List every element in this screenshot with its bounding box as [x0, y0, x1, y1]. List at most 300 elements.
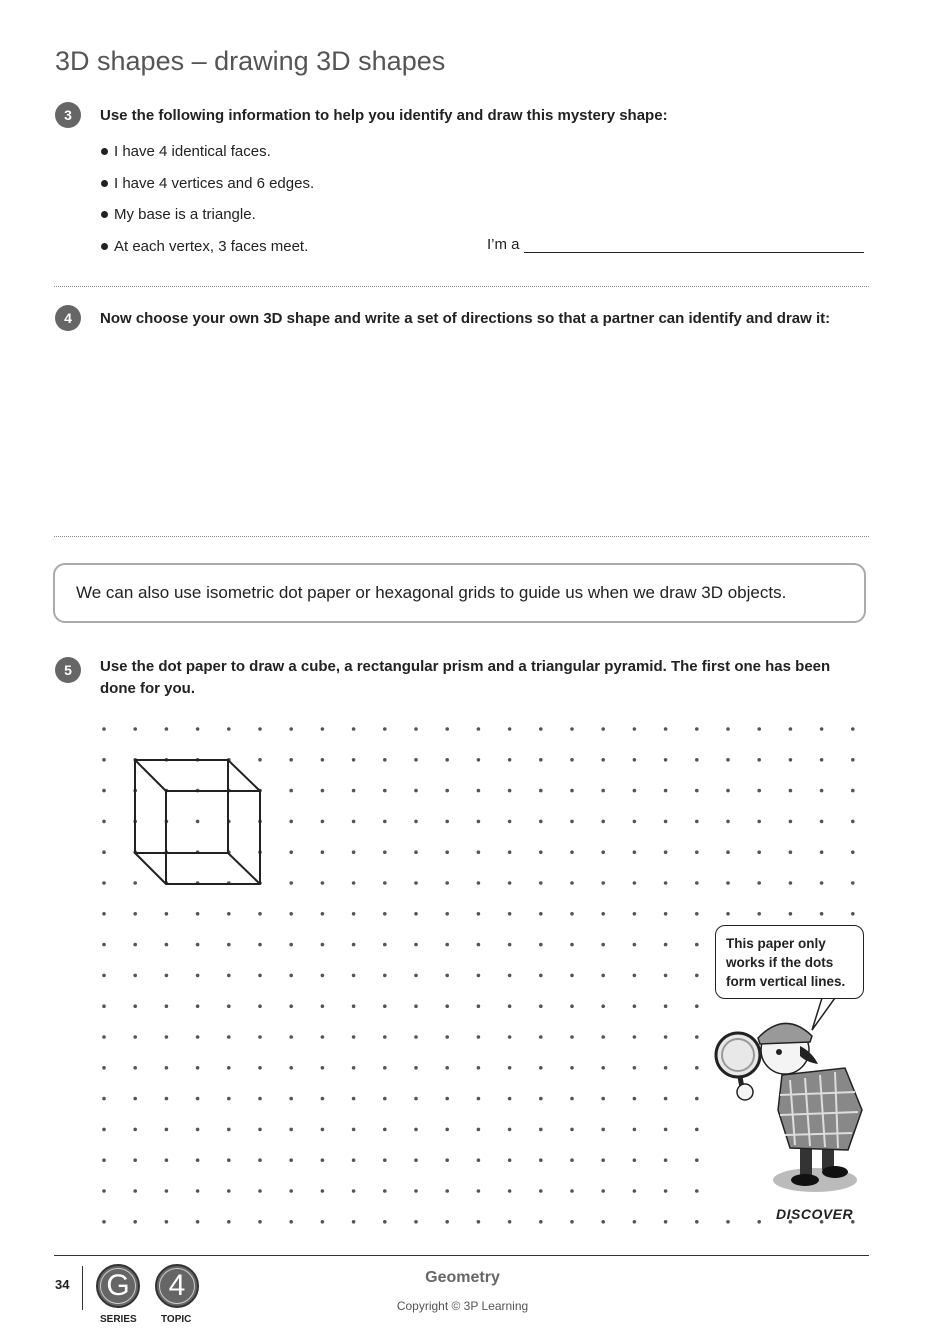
grid-dot	[477, 1097, 481, 1101]
grid-dot	[570, 1189, 574, 1193]
grid-dot	[414, 758, 418, 762]
grid-dot	[508, 912, 512, 916]
grid-dot	[633, 1158, 637, 1162]
grid-dot	[633, 1128, 637, 1132]
grid-dot	[570, 1097, 574, 1101]
grid-dot	[383, 1220, 387, 1224]
grid-dot	[383, 881, 387, 885]
grid-dot	[445, 912, 449, 916]
grid-dot	[820, 820, 824, 824]
grid-dot	[726, 820, 730, 824]
grid-dot	[196, 1035, 200, 1039]
grid-dot	[601, 1004, 605, 1008]
grid-dot	[664, 820, 668, 824]
grid-dot	[508, 758, 512, 762]
grid-dot	[352, 974, 356, 978]
grid-dot	[539, 912, 543, 916]
grid-dot	[352, 789, 356, 793]
grid-dot	[445, 1220, 449, 1224]
grid-dot	[102, 1128, 106, 1132]
grid-dot	[695, 1066, 699, 1070]
grid-dot	[633, 912, 637, 916]
grid-dot	[664, 850, 668, 854]
grid-dot	[477, 1189, 481, 1193]
grid-dot	[289, 1097, 293, 1101]
grid-dot	[601, 881, 605, 885]
grid-dot	[508, 789, 512, 793]
grid-dot	[695, 1035, 699, 1039]
grid-dot	[102, 727, 106, 731]
grid-dot	[508, 974, 512, 978]
grid-dot	[695, 820, 699, 824]
grid-dot	[757, 912, 761, 916]
grid-dot	[695, 912, 699, 916]
grid-dot	[633, 820, 637, 824]
grid-dot	[539, 1220, 543, 1224]
grid-dot	[539, 1189, 543, 1193]
grid-dot	[601, 912, 605, 916]
grid-dot	[633, 1066, 637, 1070]
grid-dot	[352, 850, 356, 854]
grid-dot	[539, 1035, 543, 1039]
grid-dot	[445, 1158, 449, 1162]
grid-dot	[445, 1128, 449, 1132]
grid-dot	[133, 1066, 137, 1070]
grid-dot	[508, 1004, 512, 1008]
grid-dot	[445, 758, 449, 762]
grid-dot	[414, 820, 418, 824]
grid-dot	[352, 1128, 356, 1132]
grid-dot	[539, 1097, 543, 1101]
grid-dot	[196, 1189, 200, 1193]
grid-dot	[414, 943, 418, 947]
grid-dot	[539, 943, 543, 947]
grid-dot	[820, 881, 824, 885]
grid-dot	[258, 1035, 262, 1039]
grid-dot	[258, 1158, 262, 1162]
grid-dot	[695, 758, 699, 762]
topic-badge-icon: 4	[155, 1264, 199, 1308]
grid-dot	[133, 943, 137, 947]
grid-dot	[633, 758, 637, 762]
grid-dot	[445, 1189, 449, 1193]
grid-dot	[258, 1066, 262, 1070]
series-badge-icon: G	[96, 1264, 140, 1308]
grid-dot	[165, 1128, 169, 1132]
question-3-bullet: I have 4 identical faces.	[101, 143, 271, 160]
grid-dot	[851, 758, 855, 762]
grid-dot	[165, 727, 169, 731]
grid-dot	[321, 758, 325, 762]
grid-dot	[477, 912, 481, 916]
grid-dot	[133, 727, 137, 731]
grid-dot	[383, 943, 387, 947]
grid-dot	[664, 943, 668, 947]
grid-dot	[757, 727, 761, 731]
question-3-bullet: I have 4 vertices and 6 edges.	[101, 175, 314, 192]
grid-dot	[133, 1158, 137, 1162]
grid-dot	[321, 727, 325, 731]
grid-dot	[508, 1189, 512, 1193]
grid-dot	[477, 943, 481, 947]
grid-dot	[321, 1220, 325, 1224]
grid-dot	[289, 1004, 293, 1008]
grid-dot	[352, 1189, 356, 1193]
grid-dot	[789, 912, 793, 916]
grid-dot	[633, 1220, 637, 1224]
grid-dot	[633, 974, 637, 978]
grid-dot	[258, 1189, 262, 1193]
grid-dot	[851, 912, 855, 916]
grid-dot	[165, 974, 169, 978]
grid-dot	[757, 789, 761, 793]
detective-mascot-icon	[716, 998, 862, 1192]
grid-dot	[477, 789, 481, 793]
grid-dot	[570, 881, 574, 885]
question-4-number: 4	[55, 305, 81, 331]
grid-dot	[321, 789, 325, 793]
grid-dot	[352, 820, 356, 824]
grid-dot	[196, 820, 200, 824]
grid-dot	[601, 1128, 605, 1132]
grid-dot	[820, 850, 824, 854]
grid-dot	[664, 912, 668, 916]
grid-dot	[352, 1004, 356, 1008]
grid-dot	[165, 1066, 169, 1070]
grid-dot	[414, 974, 418, 978]
series-label: SERIES	[100, 1314, 137, 1325]
grid-dot	[757, 850, 761, 854]
grid-dot	[570, 850, 574, 854]
grid-dot	[383, 974, 387, 978]
grid-dot	[570, 820, 574, 824]
grid-dot	[383, 1097, 387, 1101]
grid-dot	[383, 1035, 387, 1039]
grid-dot	[133, 974, 137, 978]
grid-dot	[414, 1128, 418, 1132]
grid-dot	[352, 1066, 356, 1070]
grid-dot	[227, 727, 231, 731]
grid-dot	[445, 789, 449, 793]
grid-dot	[601, 1158, 605, 1162]
grid-dot	[539, 974, 543, 978]
grid-dot	[695, 974, 699, 978]
grid-dot	[601, 727, 605, 731]
grid-dot	[227, 1128, 231, 1132]
grid-dot	[352, 912, 356, 916]
grid-dot	[196, 1158, 200, 1162]
grid-dot	[258, 1004, 262, 1008]
grid-dot	[321, 943, 325, 947]
grid-dot	[258, 974, 262, 978]
grid-dot	[508, 1128, 512, 1132]
grid-dot	[789, 850, 793, 854]
grid-dot	[820, 912, 824, 916]
grid-dot	[321, 881, 325, 885]
grid-dot	[321, 1128, 325, 1132]
grid-dot	[165, 912, 169, 916]
grid-dot	[601, 789, 605, 793]
grid-dot	[196, 1004, 200, 1008]
grid-dot	[695, 1097, 699, 1101]
grid-dot	[508, 850, 512, 854]
grid-dot	[570, 1035, 574, 1039]
grid-dot	[508, 1097, 512, 1101]
grid-dot	[258, 1097, 262, 1101]
grid-dot	[445, 1066, 449, 1070]
grid-dot	[102, 850, 106, 854]
grid-dot	[102, 758, 106, 762]
grid-dot	[133, 1097, 137, 1101]
grid-dot	[289, 727, 293, 731]
grid-dot	[695, 789, 699, 793]
grid-dot	[352, 1220, 356, 1224]
question-5-prompt: Use the dot paper to draw a cube, a rectangular prism and a triangular pyramid. The first one has been done for you.	[100, 658, 831, 697]
grid-dot	[508, 820, 512, 824]
speech-bubble: This paper only works if the dots form vertical lines.	[715, 925, 864, 999]
grid-dot	[289, 912, 293, 916]
question-3-prompt: Use the following information to help you identify and draw this mystery shape:	[100, 107, 668, 124]
grid-dot	[383, 1158, 387, 1162]
footer-topic-name: Geometry	[425, 1269, 500, 1286]
grid-dot	[383, 850, 387, 854]
grid-dot	[414, 881, 418, 885]
grid-dot	[601, 1066, 605, 1070]
grid-dot	[539, 1004, 543, 1008]
grid-dot	[321, 1004, 325, 1008]
grid-dot	[321, 974, 325, 978]
grid-dot	[633, 850, 637, 854]
grid-dot	[601, 758, 605, 762]
grid-dot	[664, 1066, 668, 1070]
grid-dot	[102, 820, 106, 824]
grid-dot	[383, 1066, 387, 1070]
grid-dot	[601, 943, 605, 947]
grid-dot	[165, 1158, 169, 1162]
grid-dot	[695, 1220, 699, 1224]
grid-dot	[321, 1189, 325, 1193]
grid-dot	[414, 850, 418, 854]
grid-dot	[165, 1004, 169, 1008]
grid-dot	[695, 850, 699, 854]
grid-dot	[789, 727, 793, 731]
grid-dot	[851, 850, 855, 854]
grid-dot	[633, 1004, 637, 1008]
footer-rule	[54, 1255, 869, 1256]
grid-dot	[508, 727, 512, 731]
grid-dot	[601, 1220, 605, 1224]
question-3-bullet: At each vertex, 3 faces meet.	[101, 238, 308, 255]
grid-dot	[726, 912, 730, 916]
grid-dot	[196, 1128, 200, 1132]
grid-dot	[196, 727, 200, 731]
grid-dot	[258, 1220, 262, 1224]
grid-dot	[633, 1189, 637, 1193]
grid-dot	[570, 1128, 574, 1132]
grid-dot	[445, 820, 449, 824]
grid-dot	[289, 974, 293, 978]
grid-dot	[165, 1097, 169, 1101]
grid-dot	[570, 1220, 574, 1224]
grid-dot	[227, 1004, 231, 1008]
grid-dot	[601, 850, 605, 854]
grid-dot	[414, 1097, 418, 1101]
grid-dot	[445, 881, 449, 885]
grid-dot	[789, 758, 793, 762]
grid-dot	[695, 1128, 699, 1132]
grid-dot	[383, 820, 387, 824]
grid-dot	[227, 974, 231, 978]
grid-dot	[289, 881, 293, 885]
grid-dot	[133, 1220, 137, 1224]
grid-dot	[539, 881, 543, 885]
grid-dot	[289, 1189, 293, 1193]
grid-dot	[352, 1035, 356, 1039]
grid-dot	[601, 974, 605, 978]
grid-dot	[289, 789, 293, 793]
grid-dot	[664, 1097, 668, 1101]
grid-dot	[851, 820, 855, 824]
grid-dot	[258, 912, 262, 916]
grid-dot	[352, 881, 356, 885]
grid-dot	[539, 1158, 543, 1162]
grid-dot	[477, 758, 481, 762]
grid-dot	[133, 1004, 137, 1008]
grid-dot	[477, 881, 481, 885]
grid-dot	[820, 727, 824, 731]
grid-dot	[757, 881, 761, 885]
grid-dot	[289, 1220, 293, 1224]
grid-dot	[414, 1004, 418, 1008]
grid-dot	[508, 1035, 512, 1039]
grid-dot	[227, 1097, 231, 1101]
grid-dot	[789, 881, 793, 885]
grid-dot	[133, 881, 137, 885]
grid-dot	[196, 1066, 200, 1070]
grid-dot	[695, 1189, 699, 1193]
grid-dot	[352, 727, 356, 731]
grid-dot	[289, 1035, 293, 1039]
grid-dot	[102, 1189, 106, 1193]
grid-dot	[477, 820, 481, 824]
grid-dot	[227, 1158, 231, 1162]
grid-dot	[539, 850, 543, 854]
grid-dot	[102, 1158, 106, 1162]
grid-dot	[570, 1004, 574, 1008]
grid-dot	[258, 727, 262, 731]
grid-dot	[352, 1158, 356, 1162]
grid-dot	[445, 1097, 449, 1101]
grid-dot	[508, 1158, 512, 1162]
grid-dot	[633, 1035, 637, 1039]
grid-dot	[289, 1066, 293, 1070]
grid-dot	[789, 820, 793, 824]
grid-dot	[633, 943, 637, 947]
grid-dot	[383, 1128, 387, 1132]
grid-dot	[258, 758, 262, 762]
grid-dot	[664, 1128, 668, 1132]
grid-dot	[414, 1035, 418, 1039]
grid-dot	[102, 1004, 106, 1008]
grid-dot	[102, 789, 106, 793]
grid-dot	[570, 1158, 574, 1162]
grid-dot	[757, 820, 761, 824]
grid-dot	[757, 1220, 761, 1224]
grid-dot	[289, 758, 293, 762]
grid-dot	[321, 850, 325, 854]
grid-dot	[445, 974, 449, 978]
grid-dot	[102, 1066, 106, 1070]
grid-dot	[570, 1066, 574, 1070]
grid-dot	[726, 758, 730, 762]
grid-dot	[196, 1220, 200, 1224]
grid-dot	[102, 1035, 106, 1039]
grid-dot	[664, 1158, 668, 1162]
grid-dot	[820, 758, 824, 762]
grid-dot	[102, 1097, 106, 1101]
grid-dot	[258, 1128, 262, 1132]
grid-dot	[196, 974, 200, 978]
grid-dot	[477, 1004, 481, 1008]
grid-dot	[477, 1220, 481, 1224]
grid-dot	[820, 789, 824, 793]
grid-dot	[664, 1220, 668, 1224]
grid-dot	[321, 1035, 325, 1039]
grid-dot	[508, 943, 512, 947]
question-3-number: 3	[55, 102, 81, 128]
grid-dot	[321, 1066, 325, 1070]
grid-dot	[570, 912, 574, 916]
grid-dot	[196, 912, 200, 916]
grid-dot	[102, 974, 106, 978]
footer-copyright: Copyright © 3P Learning	[396, 1299, 529, 1313]
grid-dot	[477, 1035, 481, 1039]
grid-dot	[539, 820, 543, 824]
grid-dot	[726, 789, 730, 793]
question-3-bullet: My base is a triangle.	[101, 206, 256, 223]
grid-dot	[383, 789, 387, 793]
grid-dot	[851, 881, 855, 885]
grid-dot	[601, 1035, 605, 1039]
grid-dot	[695, 1158, 699, 1162]
grid-dot	[695, 727, 699, 731]
grid-dot	[445, 727, 449, 731]
grid-dot	[321, 820, 325, 824]
grid-dot	[726, 727, 730, 731]
grid-dot	[102, 1220, 106, 1224]
grid-dot	[851, 727, 855, 731]
grid-dot	[477, 1128, 481, 1132]
grid-dot	[508, 881, 512, 885]
grid-dot	[539, 1066, 543, 1070]
grid-dot	[102, 943, 106, 947]
grid-dot	[321, 1097, 325, 1101]
answer-label: I’m a	[487, 236, 520, 253]
grid-dot	[851, 789, 855, 793]
grid-dot	[414, 1158, 418, 1162]
grid-dot	[695, 1004, 699, 1008]
question-5-number: 5	[55, 657, 81, 683]
grid-dot	[539, 758, 543, 762]
grid-dot	[196, 1097, 200, 1101]
grid-dot	[321, 1158, 325, 1162]
grid-dot	[570, 727, 574, 731]
grid-dot	[289, 1128, 293, 1132]
grid-dot	[165, 1189, 169, 1193]
grid-dot	[570, 974, 574, 978]
grid-dot	[445, 943, 449, 947]
grid-dot	[352, 943, 356, 947]
